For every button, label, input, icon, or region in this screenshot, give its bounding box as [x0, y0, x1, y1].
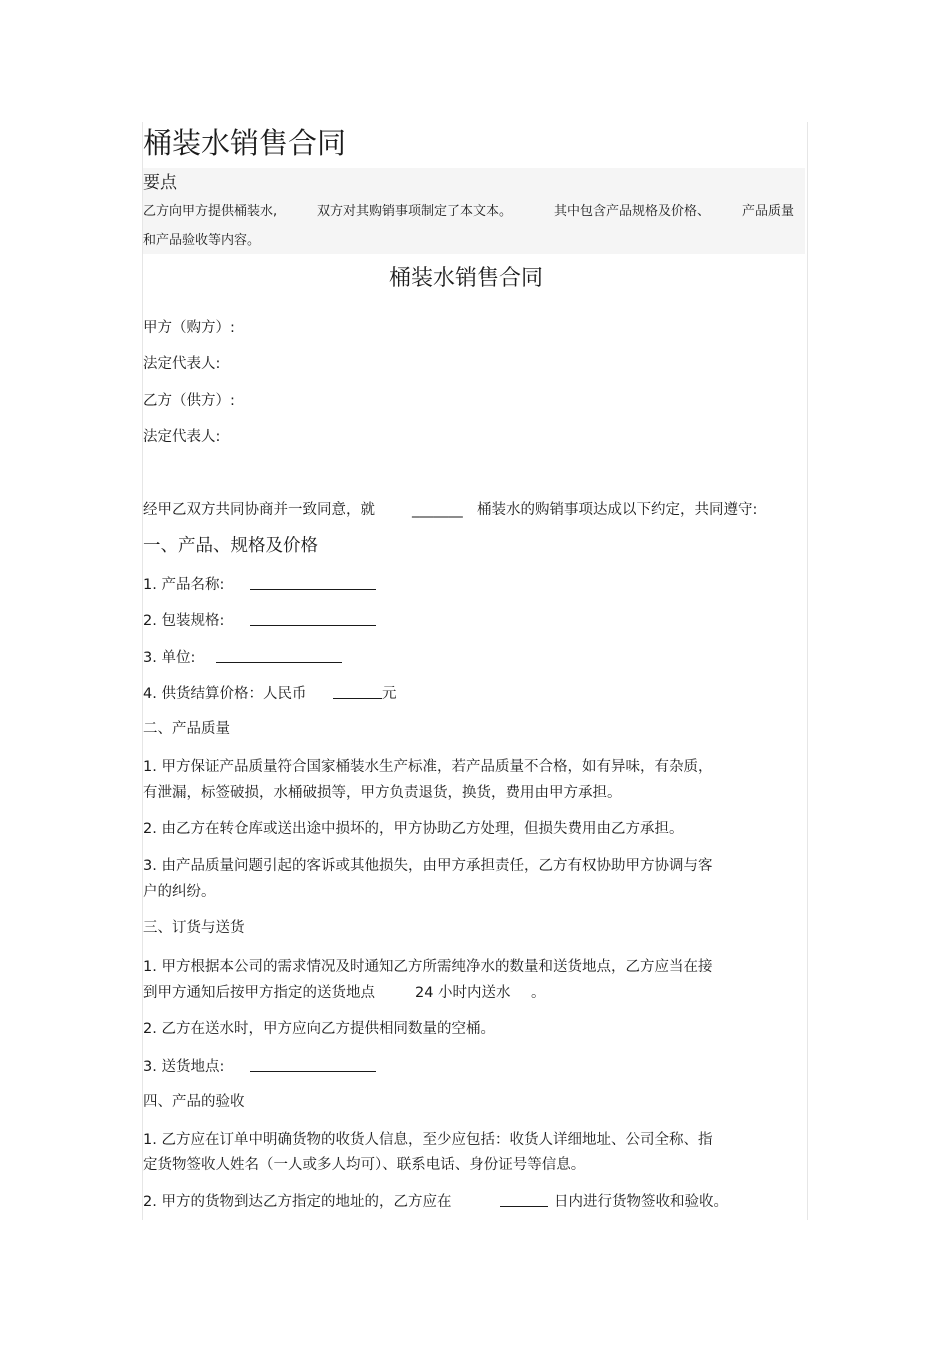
summary-text-1: 乙方向甲方提供桶装水,: [143, 204, 278, 219]
summary-text-5: 和产品验收等内容。: [143, 233, 261, 248]
delivery-address-blank: [250, 1057, 376, 1078]
preamble-blank: _______: [412, 502, 463, 518]
price-label: 4. 供货结算价格：人民币: [143, 686, 307, 702]
section-2-heading: 二、产品质量: [143, 721, 230, 737]
acceptance-days-blank: [500, 1192, 548, 1213]
contract-title: 桶装水销售合同: [388, 266, 543, 291]
party-a-label: 甲方（购方）:: [143, 320, 235, 336]
acceptance-item-1-line-1: 1. 乙方应在订单中明确货物的收货人信息，至少应包括：收货人详细地址、公司全称、指: [143, 1132, 713, 1148]
section-1-heading: 一、产品、规格及价格: [143, 536, 318, 556]
quality-item-1-line-2: 有泄漏，标签破损，水桶破损等，甲方负责退货，换货，费用由甲方承担。: [143, 785, 622, 801]
document-title: 桶装水销售合同: [143, 126, 347, 160]
unit-blank: [216, 648, 342, 669]
product-name-label: 1. 产品名称:: [143, 577, 225, 593]
acceptance-item-1-line-2: 定货物签收人姓名（一人或多人均可）、联系电话、身份证号等信息。: [143, 1157, 586, 1173]
summary-text-2: 双方对其购销事项制定了本文本。: [317, 204, 513, 219]
quality-item-3-line-1: 3. 由产品质量问题引起的客诉或其他损失，由甲方承担责任，乙方有权协助甲方协调与客: [143, 858, 713, 874]
section-3-heading: 三、订货与送货: [143, 920, 245, 936]
order-item-1-line-2a: 到甲方通知后按甲方指定的送货地点: [143, 985, 375, 1001]
party-b-label: 乙方（供方）:: [143, 393, 235, 409]
quality-item-3-line-2: 户的纠纷。: [143, 884, 216, 900]
price-unit: 元: [382, 686, 397, 702]
acceptance-item-2b: 日内进行货物签收和验收。: [554, 1194, 728, 1210]
rep-a-label: 法定代表人:: [143, 356, 221, 372]
rep-b-label: 法定代表人:: [143, 429, 221, 445]
quality-item-2: 2. 由乙方在转仓库或送出途中损坏的，甲方协助乙方处理，但损失费用由乙方承担。: [143, 821, 684, 837]
order-item-2: 2. 乙方在送水时，甲方应向乙方提供相同数量的空桶。: [143, 1021, 495, 1037]
summary-text-4: 产品质量: [742, 204, 795, 219]
order-item-1-line-2c: 。: [531, 985, 546, 1001]
summary-heading: 要点: [143, 173, 177, 193]
quality-item-1-line-1: 1. 甲方保证产品质量符合国家桶装水生产标准，若产品质量不合格，如有异味，有杂质，: [143, 759, 713, 775]
package-spec-blank: [250, 611, 376, 632]
delivery-address-label: 3. 送货地点:: [143, 1059, 225, 1075]
section-4-heading: 四、产品的验收: [143, 1094, 245, 1110]
order-item-1-line-2b: 24 小时内送水: [415, 985, 511, 1001]
price-blank: [333, 684, 382, 705]
preamble-part1: 经甲乙双方共同协商并一致同意，就: [143, 502, 375, 518]
unit-label: 3. 单位:: [143, 650, 196, 666]
product-name-blank: [250, 575, 376, 596]
package-spec-label: 2. 包装规格:: [143, 613, 225, 629]
order-item-1-line-1: 1. 甲方根据本公司的需求情况及时通知乙方所需纯净水的数量和送货地点，乙方应当在接: [143, 959, 713, 975]
summary-text-3: 其中包含产品规格及价格、: [554, 204, 711, 219]
preamble-part2: 桶装水的购销事项达成以下约定，共同遵守:: [477, 502, 758, 518]
acceptance-item-2a: 2. 甲方的货物到达乙方指定的地址的，乙方应在: [143, 1194, 452, 1210]
